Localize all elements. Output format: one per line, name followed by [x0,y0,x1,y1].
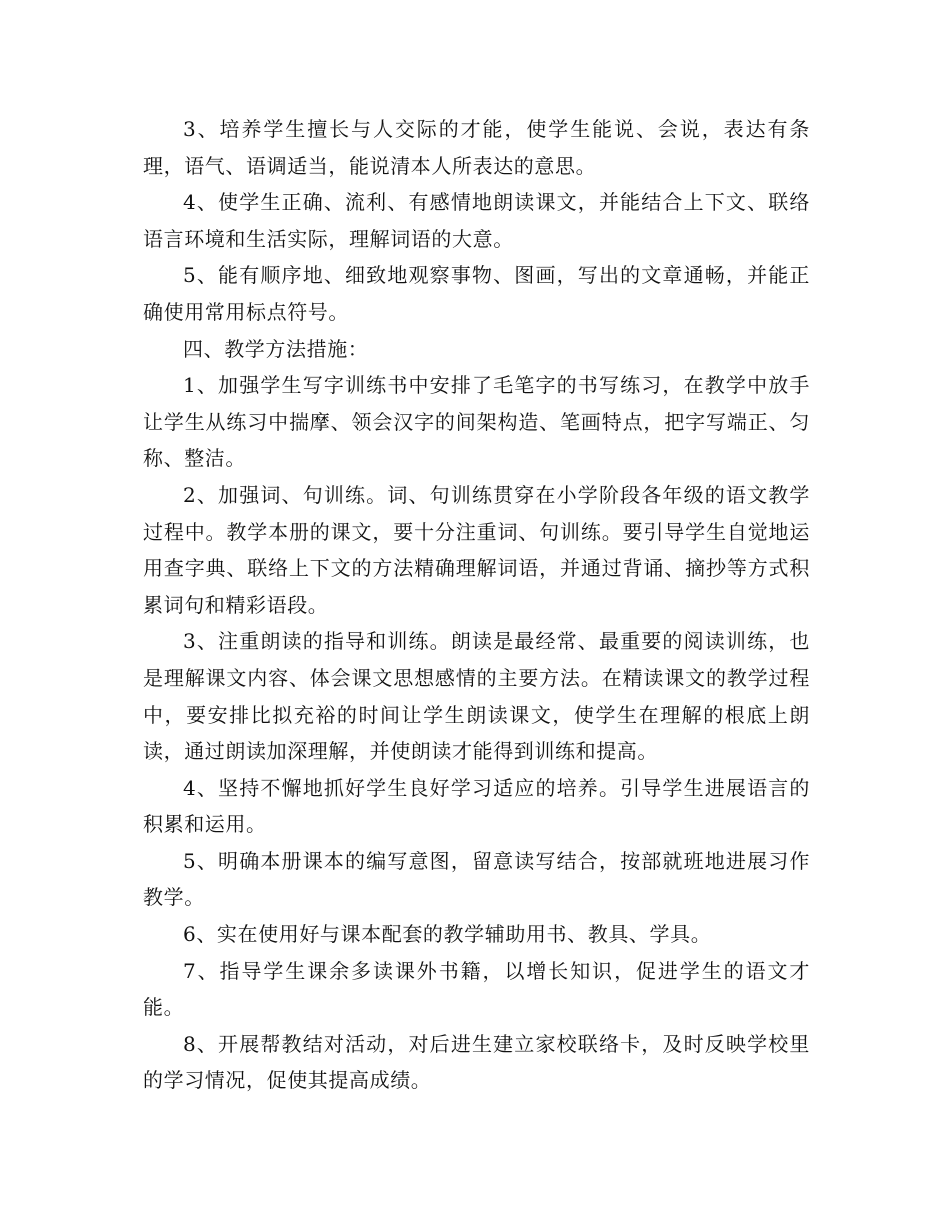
paragraph-method-6: 6、实在使用好与课本配套的教学辅助用书、教具、学具。 [183,922,712,947]
section-heading-methods: 四、教学方法措施： [183,336,369,361]
document-body [143,111,810,1099]
paragraph-method-1: 1、加强学生写字训练书中安排了毛笔字的书写练习，在教学中放手让学生从练习中揣摩、领会汉字的间架构造、笔画特点，把字写端正、匀称、整洁。 [143,373,810,471]
paragraph-method-4: 4、坚持不懈地抓好学生良好学习适应的培养。引导学生进展语言的积累和运用。 [143,775,810,837]
paragraph-goal-3: 3、培养学生擅长与人交际的才能，使学生能说、会说，表达有条理，语气、语调适当，能说清本人所表达的意思。 [143,117,810,178]
paragraph-method-8: 8、开展帮教结对活动，对后进生建立家校联络卡，及时反映学校里的学习情况，促使其提高成绩。 [143,1031,810,1093]
paragraph-method-2: 2、加强词、句训练。词、句训练贯穿在小学阶段各年级的语文教学过程中。教学本册的课文，要十分注重词、句训练。要引导学生自觉地运用查字典、联络上下文的方法精确理解词语，并通过背诵、摘抄等方式积累词句和精彩语段。 [143,482,810,617]
paragraph-method-7: 7、指导学生课余多读课外书籍，以增长知识，促进学生的语文才能。 [143,958,810,1020]
paragraph-goal-5: 5、能有顺序地、细致地观察事物、图画，写出的文章通畅，并能正确使用常用标点符号。 [143,263,810,324]
paragraph-method-3: 3、注重朗读的指导和训练。朗读是最经常、最重要的阅读训练，也是理解课文内容、体会课文思想感情的主要方法。在精读课文的教学过程中，要安排比拟充裕的时间让学生朗读课文，使学生在理解的根底上朗读，通过朗读加深理解，并使朗读才能得到训练和提高。 [143,629,810,764]
paragraph-goal-4: 4、使学生正确、流利、有感情地朗读课文，并能结合上下文、联络语言环境和生活实际，理解词语的大意。 [143,190,810,251]
paragraph-method-5: 5、明确本册课本的编写意图，留意读写结合，按部就班地进展习作教学。 [143,848,810,910]
